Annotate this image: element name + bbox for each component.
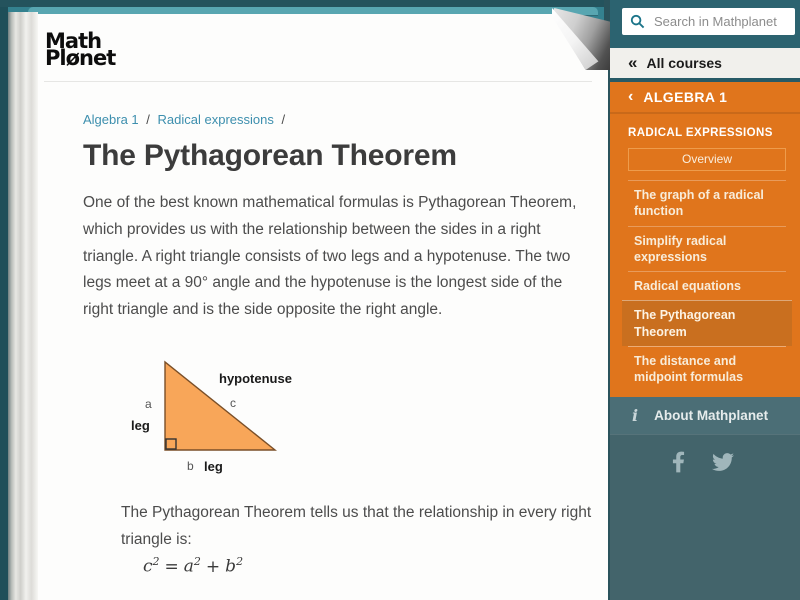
course-menu [628,180,786,391]
search-input[interactable] [652,13,787,30]
sidebar-item-0[interactable]: The graph of a radical function [628,180,786,226]
chevron-left-icon: ‹ [628,88,634,105]
twitter-icon[interactable] [711,451,735,473]
overview-button[interactable]: Overview [628,148,786,171]
all-courses-button[interactable] [610,48,800,78]
search-icon[interactable] [630,14,645,29]
formula-a: a [183,556,194,577]
sidebar-item-4[interactable]: The distance and midpoint formulas [628,346,786,392]
sidebar-item-3[interactable]: The Pythagorean Theorem [622,300,792,346]
double-chevron-left-icon: « [628,53,638,72]
theorem-paragraph: The Pythagorean Theorem tells us that the relationship in every right triangle is: [121,504,592,548]
page-stack-edges [8,12,38,600]
social-section [610,434,800,600]
main-content [38,14,608,600]
breadcrumb-separator: / [146,112,150,128]
label-side-c: c [230,396,236,410]
all-courses-label: All courses [646,55,722,71]
breadcrumb-separator: / [281,112,286,128]
sidebar [610,0,800,600]
label-hypotenuse: hypotenuse [219,371,292,386]
label-side-a: a [145,397,152,411]
search-box[interactable] [622,8,795,35]
sidebar-item-1[interactable]: Simplify radical expressions [628,226,786,272]
formula-b: b [225,556,237,577]
page-title: The Pythagorean Theorem [83,139,457,173]
mathplanet-logo[interactable] [45,29,608,71]
course-header-algebra1[interactable] [610,82,800,114]
equals-sign: = [164,556,179,577]
course-label: ALGEBRA 1 [643,89,728,105]
label-leg-bottom: leg [204,459,223,474]
intro-paragraph: One of the best known mathematical formulas is Pythagorean Theorem, which provides us with the relationship between the sides in a right triangle. A right triangle consists of two legs and a hypotenuse. The two legs meet at a 90° angle and the hypotenuse is the longest side of the right triangle and is the side opposite the right angle. [83,194,577,319]
plus-sign: + [205,556,221,577]
search-section [610,8,800,48]
sidebar-item-2[interactable]: Radical equations [628,271,786,300]
info-icon: i [632,406,639,426]
pythagorean-formula: $c^2 = a^2 + b^2$ [143,555,244,577]
logo-line2: Plønet [45,46,116,71]
breadcrumb-link-algebra1[interactable]: Algebra 1 [83,112,139,128]
left-edge [0,0,8,600]
right-triangle-diagram [123,352,313,482]
formula-c: c [143,556,153,577]
about-mathplanet-button[interactable] [610,397,800,434]
course-panel [610,82,800,397]
facebook-icon[interactable] [672,451,685,473]
section-title: RADICAL EXPRESSIONS [628,127,773,139]
breadcrumb [83,112,608,127]
header-divider [44,81,592,82]
breadcrumb-link-radical-expressions[interactable]: Radical expressions [157,112,274,128]
label-side-b: b [187,459,194,473]
label-leg-left: leg [131,418,150,433]
about-label: About Mathplanet [654,408,769,424]
logo-line1: Math [45,29,102,53]
